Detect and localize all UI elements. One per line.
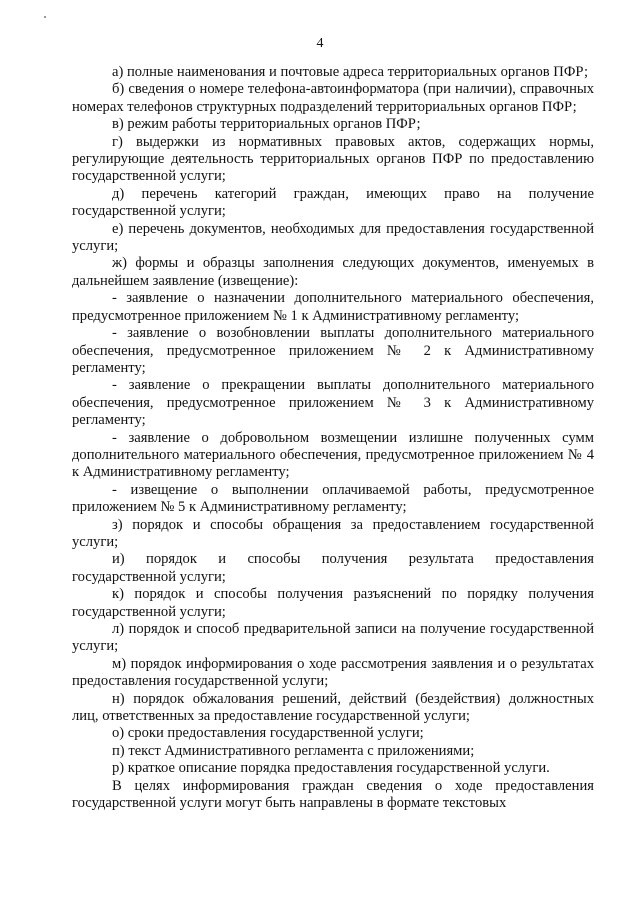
paragraph: к) порядок и способы получения разъяснений по порядку получения государственной услуги; [72, 586, 594, 620]
paragraph: п) текст Административного регламента с приложениями; [112, 742, 475, 759]
paragraph: а) полные наименования и почтовые адреса территориальных органов ПФР; [112, 64, 589, 80]
paragraph: б) сведения о номере телефона-автоинформатора (при наличии), справочных номерах телефонов структурных подразделений территориальных органов ПФР; [72, 81, 594, 115]
paragraph: в) режим работы территориальных органов ПФР; [112, 116, 421, 133]
page-number: 4 [316, 36, 324, 51]
paragraph: г) выдержки из нормативных правовых актов, содержащих нормы, регулирующие деятельность территориальных органов ПФР по предоставлению государственной услуги; [72, 133, 594, 185]
paragraph: л) порядок и способ предварительной записи на получение государственной услуги; [72, 621, 594, 655]
paragraph: м) порядок информирования о ходе рассмотрения заявления и о результатах предоставления государственной услуги; [72, 655, 594, 690]
paragraph: з) порядок и способы обращения за предоставлением государственной услуги; [72, 516, 594, 550]
paragraph: - заявление о назначении дополнительного материального обеспечения, предусмотренное приложением № 1 к Административному регламенту; [72, 290, 594, 324]
paragraph: - заявление о добровольном возмещении излишне полученных сумм дополнительного материального обеспечения, предусмотренное приложением № 4 к Административному регламенту; [72, 429, 594, 481]
paragraph: - извещение о выполнении оплачиваемой работы, предусмотренное приложением № 5 к Административному регламенту; [72, 481, 594, 516]
paragraph: - заявление о прекращении выплаты дополнительного материального обеспечения, предусмотренное приложением № 3 к Административному регламенту; [72, 377, 594, 429]
paragraph: о) сроки предоставления государственной услуги; [112, 725, 424, 742]
paragraph: В целях информирования граждан сведения о ходе предоставления государственной услуги могут быть направлены в формате текстовых [72, 777, 594, 812]
paragraph: ж) формы и образцы заполнения следующих документов, именуемых в дальнейшем заявление (извещение): [72, 255, 594, 289]
scan-speck [44, 16, 46, 18]
paragraph: д) перечень категорий граждан, имеющих право на получение государственной услуги; [72, 185, 594, 220]
paragraph: - заявление о возобновлении выплаты дополнительного материального обеспечения, предусмотренное приложением № 2 к Административному регламенту; [72, 325, 594, 376]
paragraph: р) краткое описание порядка предоставления государственной услуги. [112, 760, 550, 777]
paragraph: и) порядок и способы получения результата предоставления государственной услуги; [72, 551, 594, 585]
paragraph: е) перечень документов, необходимых для предоставления государственной услуги; [72, 220, 594, 255]
document-body [72, 64, 594, 812]
paragraph: н) порядок обжалования решений, действий (бездействия) должностных лиц, ответственных за предоставление государственной услуги; [72, 690, 594, 725]
